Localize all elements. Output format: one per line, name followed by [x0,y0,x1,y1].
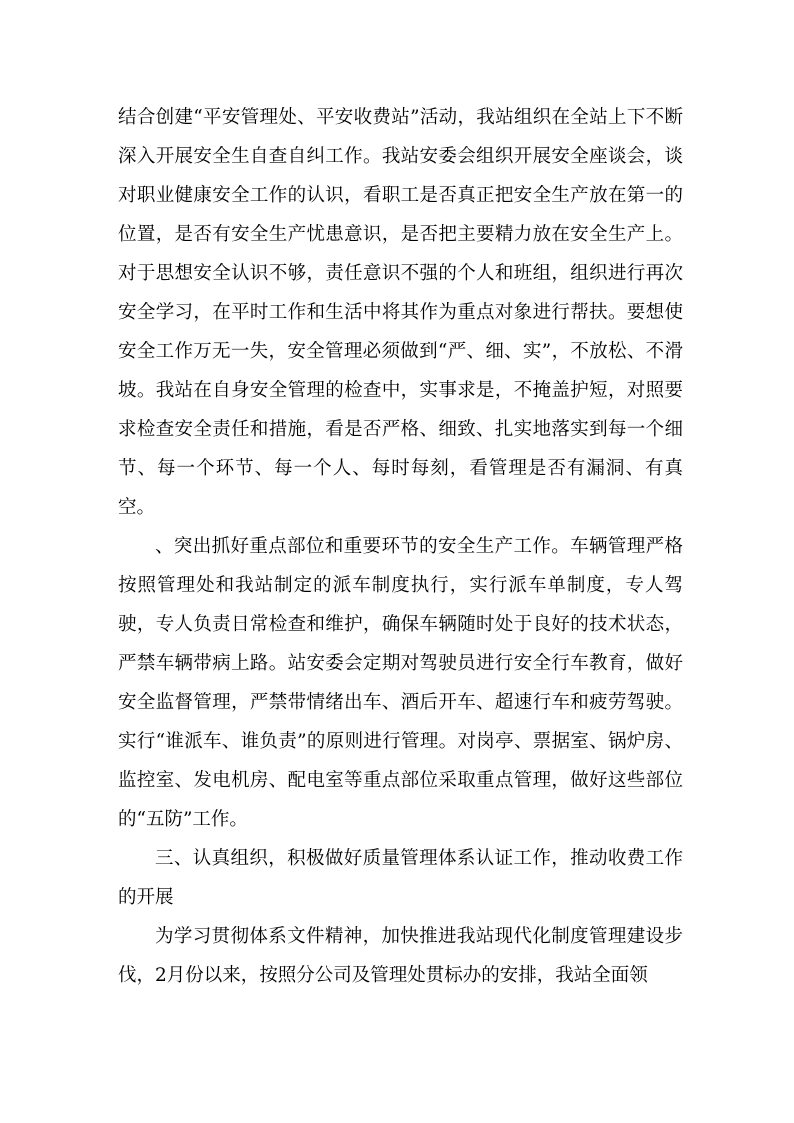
paragraph-system-documents: 为学习贯彻体系文件精神，加快推进我站现代化制度管理建设步伐，2月份以来，按照分公司及管理处贯标办的安排，我站全面领 [118,926,683,986]
document-page [118,98,683,995]
section-heading-quality-management: 三、认真组织，积极做好质量管理体系认证工作，推动收费工作的开展 [118,848,683,908]
paragraph-safety-self-inspection: 结合创建“平安管理处、平安收费站”活动，我站组织在全站上下不断深入开展安全生自查自纠工作。我站安委会组织开展安全座谈会，谈对职业健康安全工作的认识，看职工是否真正把安全生产放在第一的位置，是否有安全生产忧患意识，是否把主要精力放在安全生产上。对于思想安全认识不够，责任意识不强的个人和班组，组织进行再次安全学习，在平时工作和生活中将其作为重点对象进行帮扶。要想使安全工作万无一失，安全管理必须做到“严、细、实”，不放松、不滑坡。我站在自身安全管理的检查中，实事求是，不掩盖护短，对照要求检查安全责任和措施，看是否严格、细致、扎实地落实到每一个细节、每一个环节、每一个人、每时每刻，看管理是否有漏洞、有真空。 [118,107,683,518]
paragraph-key-areas-safety: 、突出抓好重点部位和重要环节的安全生产工作。车辆管理严格按照管理处和我站制定的派车制度执行，实行派车单制度，专人驾驶，专人负责日常检查和维护，确保车辆随时处于良好的技术状态，严禁车辆带病上路。站安委会定期对驾驶员进行安全行车教育，做好安全监督管理，严禁带情绪出车、酒后开车、超速行车和疲劳驾驶。实行“谁派车、谁负责”的原则进行管理。对岗亭、票据室、锅炉房、监控室、发电机房、配电室等重点部位采取重点管理，做好这些部位的“五防”工作。 [118,536,683,830]
